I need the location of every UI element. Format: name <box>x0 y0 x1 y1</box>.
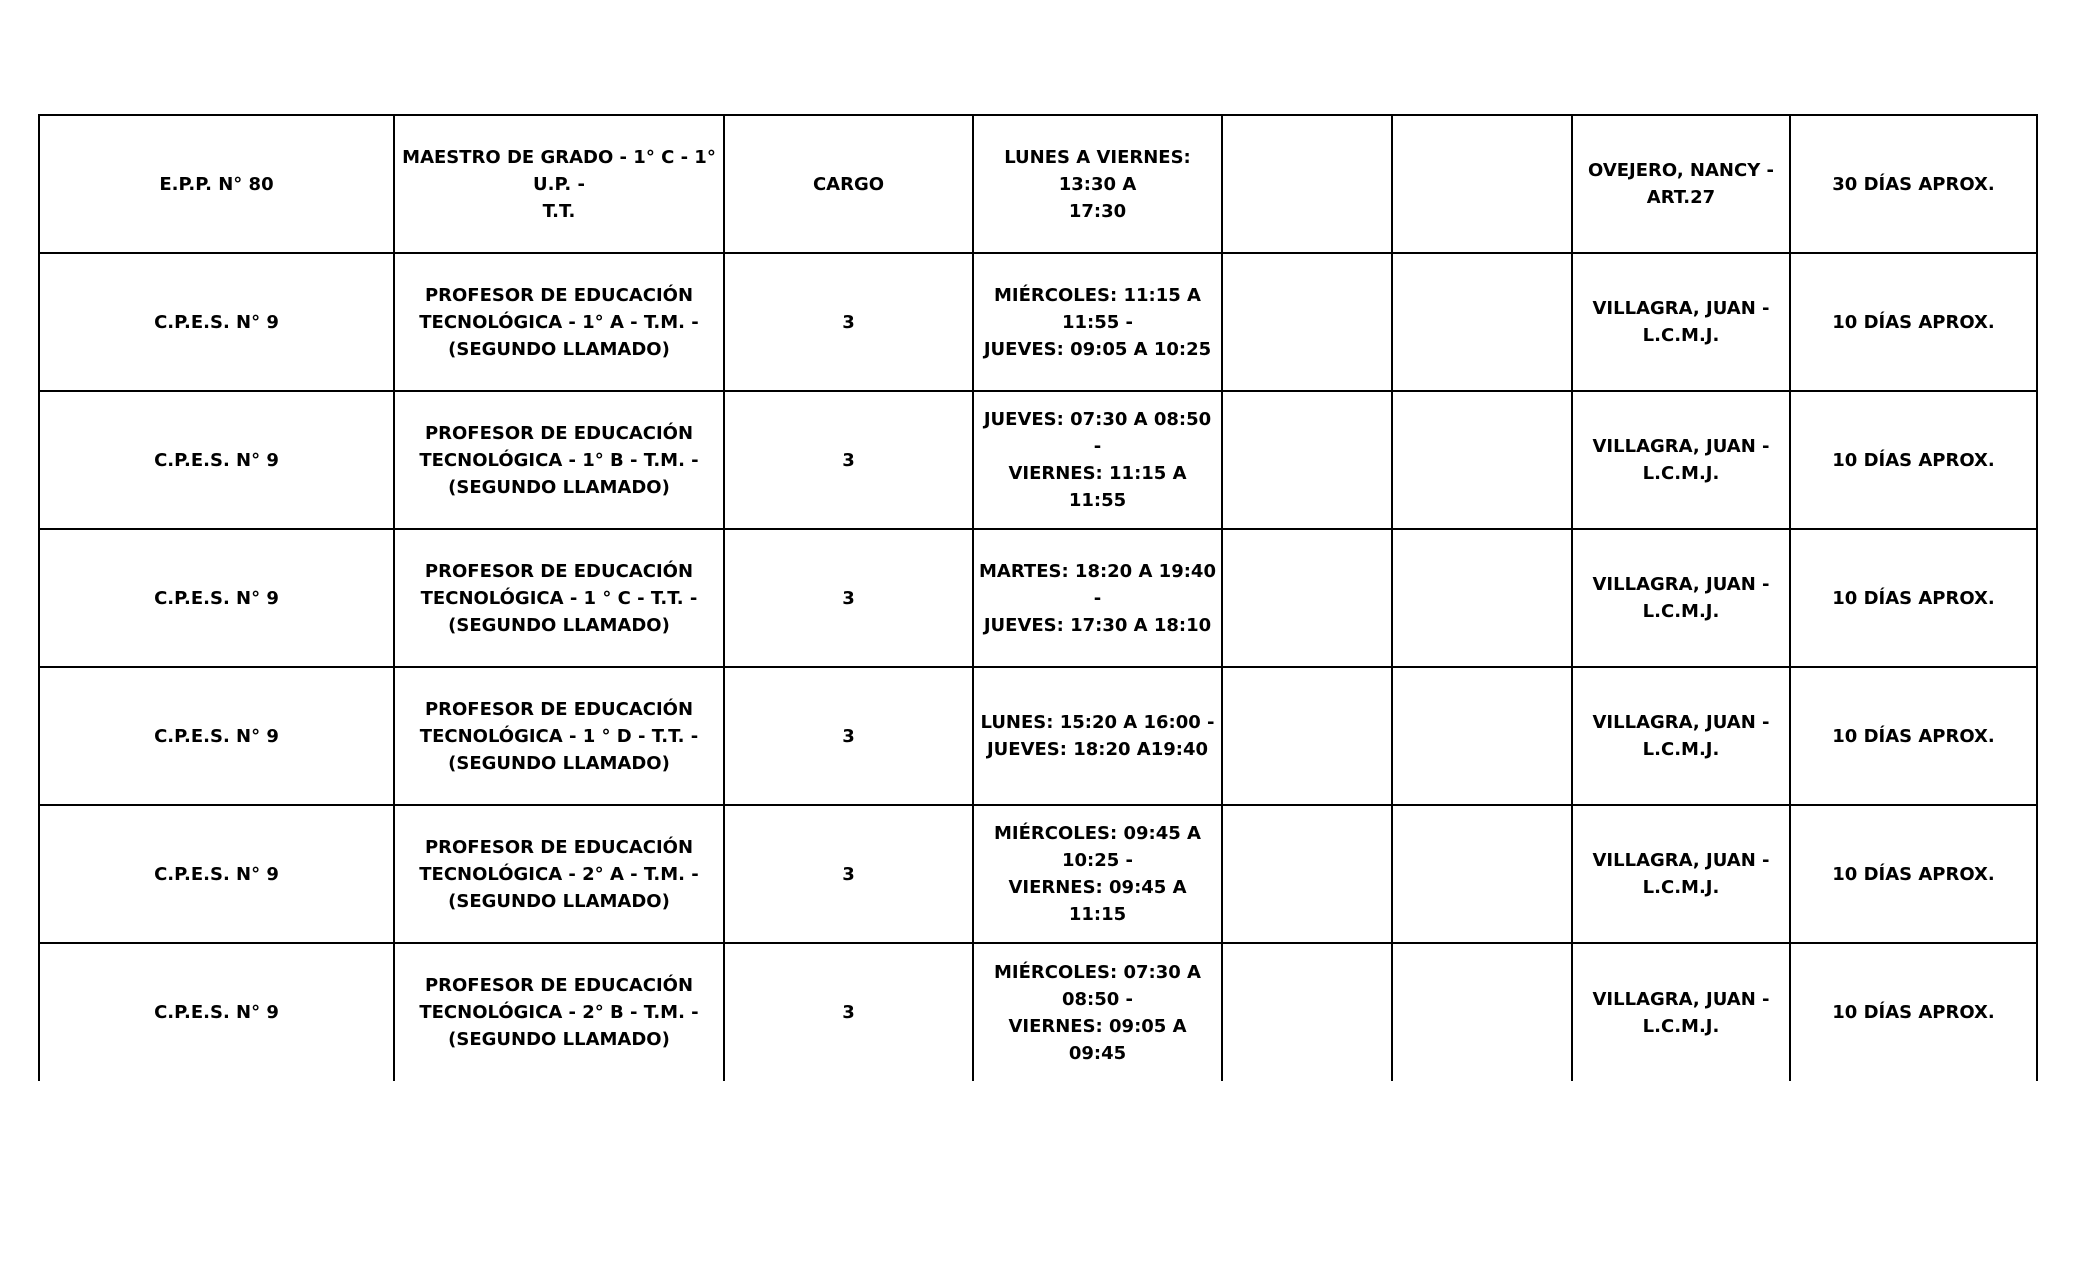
school-cell <box>39 667 394 805</box>
schedule-cell <box>973 805 1222 943</box>
duration-text: 10 DÍAS APROX. <box>1832 587 1995 609</box>
hours-cell <box>724 391 973 529</box>
schedule-cell <box>973 529 1222 667</box>
position-text: PROFESOR DE EDUCACIÓN TECNOLÓGICA - 1° A - T.M. - (SEGUNDO LLAMADO) <box>419 284 699 360</box>
empty-cell <box>1392 667 1572 805</box>
schedule-text: MIÉRCOLES: 11:15 A 11:55 - JUEVES: 09:05 A 10:25 <box>983 284 1212 360</box>
teacher-cell <box>1572 805 1790 943</box>
duration-text: 10 DÍAS APROX. <box>1832 725 1995 747</box>
table-row <box>39 253 2037 391</box>
empty-cell <box>1222 805 1392 943</box>
teacher-cell <box>1572 667 1790 805</box>
school-text: C.P.E.S. N° 9 <box>154 725 279 747</box>
teacher-cell <box>1572 943 1790 1081</box>
position-text: PROFESOR DE EDUCACIÓN TECNOLÓGICA - 2° B - T.M. - (SEGUNDO LLAMADO) <box>419 975 699 1050</box>
teacher-cell <box>1572 253 1790 391</box>
school-text: C.P.E.S. N° 9 <box>154 587 279 609</box>
empty-cell <box>1392 115 1572 253</box>
school-text: C.P.E.S. N° 9 <box>154 311 279 333</box>
empty-cell <box>1392 253 1572 391</box>
empty-cell <box>1222 115 1392 253</box>
teacher-cell <box>1572 115 1790 253</box>
position-cell <box>394 667 724 805</box>
duration-cell <box>1790 253 2037 391</box>
schedule-cell <box>973 667 1222 805</box>
hours-cell <box>724 115 973 253</box>
hours-text: CARGO <box>812 173 885 195</box>
schedule-text: LUNES: 15:20 A 16:00 - JUEVES: 18:20 A19:40 <box>980 712 1215 760</box>
hours-text: 3 <box>842 449 855 471</box>
hours-cell <box>724 253 973 391</box>
duration-cell <box>1790 667 2037 805</box>
schedule-cell <box>973 115 1222 253</box>
school-text: C.P.E.S. N° 9 <box>154 863 279 885</box>
teacher-text: VILLAGRA, JUAN - L.C.M.J. <box>1592 712 1770 760</box>
school-text: C.P.E.S. N° 9 <box>154 449 279 471</box>
empty-cell <box>1222 667 1392 805</box>
position-cell <box>394 529 724 667</box>
empty-cell <box>1222 391 1392 529</box>
position-text: PROFESOR DE EDUCACIÓN TECNOLÓGICA - 1° B - T.M. - (SEGUNDO LLAMADO) <box>419 422 699 498</box>
teacher-text: OVEJERO, NANCY - ART.27 <box>1588 160 1774 208</box>
empty-cell <box>1222 253 1392 391</box>
vacancies-table <box>38 114 2038 1081</box>
empty-cell <box>1392 529 1572 667</box>
position-cell <box>394 805 724 943</box>
hours-text: 3 <box>842 311 855 333</box>
position-text: PROFESOR DE EDUCACIÓN TECNOLÓGICA - 1 ° C - T.T. - (SEGUNDO LLAMADO) <box>420 560 698 636</box>
hours-cell <box>724 805 973 943</box>
school-cell <box>39 391 394 529</box>
table-row <box>39 115 2037 253</box>
hours-cell <box>724 943 973 1081</box>
teacher-text: VILLAGRA, JUAN - L.C.M.J. <box>1592 574 1770 622</box>
duration-cell <box>1790 115 2037 253</box>
school-text: C.P.E.S. N° 9 <box>154 1002 279 1023</box>
position-cell <box>394 115 724 253</box>
teacher-text: VILLAGRA, JUAN - L.C.M.J. <box>1592 988 1770 1037</box>
position-cell <box>394 943 724 1081</box>
schedule-cell <box>973 253 1222 391</box>
empty-cell <box>1392 943 1572 1081</box>
duration-cell <box>1790 391 2037 529</box>
schedule-text: MIÉRCOLES: 07:30 A 08:50 - VIERNES: 09:05 A 09:45 <box>994 961 1201 1064</box>
duration-cell <box>1790 805 2037 943</box>
empty-cell <box>1222 943 1392 1081</box>
duration-cell <box>1790 529 2037 667</box>
schedule-text: LUNES A VIERNES: 13:30 A 17:30 <box>1004 146 1191 222</box>
empty-cell <box>1222 529 1392 667</box>
teacher-cell <box>1572 391 1790 529</box>
duration-text: 10 DÍAS APROX. <box>1832 449 1995 471</box>
position-cell <box>394 391 724 529</box>
schedule-cell <box>973 943 1222 1081</box>
teacher-text: VILLAGRA, JUAN - L.C.M.J. <box>1592 850 1770 898</box>
position-text: MAESTRO DE GRADO - 1° C - 1° U.P. - T.T. <box>402 146 716 222</box>
school-text: E.P.P. N° 80 <box>159 173 274 195</box>
empty-cell <box>1392 391 1572 529</box>
table-row <box>39 529 2037 667</box>
school-cell <box>39 943 394 1081</box>
teacher-cell <box>1572 529 1790 667</box>
table-row <box>39 391 2037 529</box>
duration-text: 10 DÍAS APROX. <box>1832 863 1995 885</box>
schedule-text: MIÉRCOLES: 09:45 A 10:25 - VIERNES: 09:45 A 11:15 <box>994 823 1201 925</box>
hours-cell <box>724 667 973 805</box>
table-body <box>39 115 2037 1081</box>
hours-text: 3 <box>842 725 855 747</box>
duration-text: 10 DÍAS APROX. <box>1832 1002 1995 1023</box>
duration-cell <box>1790 943 2037 1081</box>
schedule-text: MARTES: 18:20 A 19:40 - JUEVES: 17:30 A 18:10 <box>979 560 1216 636</box>
duration-text: 10 DÍAS APROX. <box>1832 311 1995 333</box>
school-cell <box>39 115 394 253</box>
table-row <box>39 943 2037 1081</box>
empty-cell <box>1392 805 1572 943</box>
school-cell <box>39 253 394 391</box>
school-cell <box>39 805 394 943</box>
position-cell <box>394 253 724 391</box>
school-cell <box>39 529 394 667</box>
hours-text: 3 <box>842 587 855 609</box>
table-row <box>39 805 2037 943</box>
teacher-text: VILLAGRA, JUAN - L.C.M.J. <box>1592 298 1770 346</box>
position-text: PROFESOR DE EDUCACIÓN TECNOLÓGICA - 2° A - T.M. - (SEGUNDO LLAMADO) <box>419 836 699 912</box>
schedule-text: JUEVES: 07:30 A 08:50 - VIERNES: 11:15 A 11:55 <box>983 409 1212 511</box>
position-text: PROFESOR DE EDUCACIÓN TECNOLÓGICA - 1 ° D - T.T. - (SEGUNDO LLAMADO) <box>419 698 699 774</box>
duration-text: 30 DÍAS APROX. <box>1832 173 1995 195</box>
schedule-cell <box>973 391 1222 529</box>
hours-text: 3 <box>842 863 855 885</box>
table-row <box>39 667 2037 805</box>
teacher-text: VILLAGRA, JUAN - L.C.M.J. <box>1592 436 1770 484</box>
hours-text: 3 <box>842 1002 855 1023</box>
hours-cell <box>724 529 973 667</box>
